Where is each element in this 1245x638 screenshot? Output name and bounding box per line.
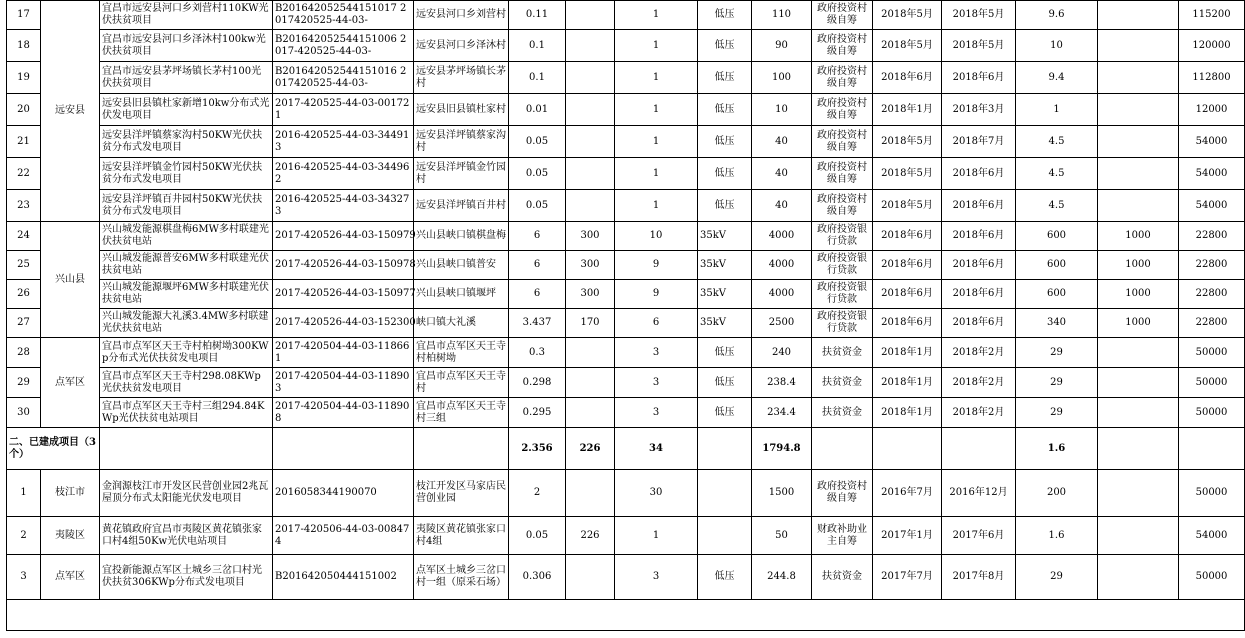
villages: 1 (615, 62, 698, 94)
households (566, 30, 615, 62)
households: 300 (566, 222, 615, 251)
funding: 政府投资银行贷款 (812, 251, 873, 280)
villages: 1 (615, 158, 698, 190)
start-date: 2018年1月 (873, 398, 942, 428)
start-date: 2017年7月 (873, 555, 942, 600)
capacity: 0.05 (509, 126, 566, 158)
project-name: 黄花镇政府宜昌市夷陵区黄花镇张家口村4组50Kw光伏电站项目 (100, 517, 273, 555)
annual: 50000 (1179, 555, 1245, 600)
investment: 1500 (752, 470, 812, 517)
start-date: 2018年5月 (873, 158, 942, 190)
row-number: 18 (7, 30, 41, 62)
villages: 1 (615, 517, 698, 555)
capacity: 0.295 (509, 398, 566, 428)
funding: 扶贫资金 (812, 338, 873, 368)
income: 29 (1016, 555, 1098, 600)
funding: 财政补助业主自筹 (812, 517, 873, 555)
project-code: 2017-420526-44-03-150977 (273, 280, 414, 309)
table-row (7, 470, 1245, 517)
project-code: 2017-420526-44-03-152300 (273, 309, 414, 338)
funding: 政府投资银行贷款 (812, 280, 873, 309)
county-cell: 点军区 (41, 555, 100, 600)
voltage: 低压 (698, 126, 752, 158)
end-date: 2018年2月 (942, 398, 1016, 428)
extra (1098, 126, 1179, 158)
start-date: 2018年6月 (873, 251, 942, 280)
villages: 1 (615, 126, 698, 158)
funding: 政府投资村级自筹 (812, 30, 873, 62)
annual: 22800 (1179, 280, 1245, 309)
project-table (6, 0, 1245, 631)
income: 1.6 (1016, 517, 1098, 555)
extra (1098, 1, 1179, 30)
project-code: 2017-420504-44-03-118661 (273, 338, 414, 368)
section-title: 二、已建成项目（3个） (7, 428, 100, 470)
project-location: 远安县河口乡刘营村 (414, 1, 509, 30)
income: 600 (1016, 280, 1098, 309)
start-date: 2018年6月 (873, 222, 942, 251)
project-code: 2016-420525-44-03-343273 (273, 190, 414, 222)
row-number: 19 (7, 62, 41, 94)
row-number: 27 (7, 309, 41, 338)
annual: 54000 (1179, 190, 1245, 222)
annual: 50000 (1179, 368, 1245, 398)
project-name: 宜昌市远安县河口乡泽沐村100kw光伏扶贫项目 (100, 30, 273, 62)
project-name: 宜昌市点军区天王寺村柏树坳300KWp分布式光伏扶贫发电项目 (100, 338, 273, 368)
row-number: 23 (7, 190, 41, 222)
capacity: 6 (509, 280, 566, 309)
project-name: 兴山城发能源棋盘梅6MW多村联建光伏扶贫电站 (100, 222, 273, 251)
households (566, 398, 615, 428)
capacity: 0.01 (509, 94, 566, 126)
project-code: 2017-420525-44-03-001721 (273, 94, 414, 126)
end-date: 2018年6月 (942, 158, 1016, 190)
table-row (7, 1, 1245, 30)
villages: 1 (615, 190, 698, 222)
capacity: 6 (509, 251, 566, 280)
income: 29 (1016, 338, 1098, 368)
voltage (698, 517, 752, 555)
income: 4.5 (1016, 126, 1098, 158)
row-number: 22 (7, 158, 41, 190)
income: 600 (1016, 222, 1098, 251)
project-name: 宜投新能源点军区土城乡三岔口村光伏扶贫306KWp分布式发电项目 (100, 555, 273, 600)
capacity: 0.3 (509, 338, 566, 368)
project-code: 2017-420504-44-03-118908 (273, 398, 414, 428)
section-income: 1.6 (1016, 428, 1098, 470)
empty-cell (812, 428, 873, 470)
income: 9.6 (1016, 1, 1098, 30)
investment: 90 (752, 30, 812, 62)
income: 1 (1016, 94, 1098, 126)
project-code: 2017-420506-44-03-008474 (273, 517, 414, 555)
project-code: 2017-420526-44-03-150978 (273, 251, 414, 280)
row-number: 28 (7, 338, 41, 368)
funding: 扶贫资金 (812, 368, 873, 398)
project-location: 兴山县峡口镇堰坪 (414, 280, 509, 309)
investment: 40 (752, 126, 812, 158)
start-date: 2018年5月 (873, 30, 942, 62)
funding: 扶贫资金 (812, 398, 873, 428)
end-date: 2018年6月 (942, 280, 1016, 309)
start-date: 2018年1月 (873, 94, 942, 126)
voltage: 35kV (698, 309, 752, 338)
blank-cell (7, 600, 1245, 631)
villages: 6 (615, 309, 698, 338)
section-capacity: 2.356 (509, 428, 566, 470)
capacity: 0.306 (509, 555, 566, 600)
project-name: 金润源枝江市开发区民营创业园2兆瓦屋顶分布式太阳能光伏发电项目 (100, 470, 273, 517)
project-name: 远安县洋坪镇百井园村50KW光伏扶贫分布式发电项目 (100, 190, 273, 222)
county-cell: 枝江市 (41, 470, 100, 517)
project-location: 兴山县峡口镇普安 (414, 251, 509, 280)
capacity: 0.11 (509, 1, 566, 30)
project-location: 峡口镇大礼溪 (414, 309, 509, 338)
project-code: 2017-420526-44-03-150979 (273, 222, 414, 251)
table-row (7, 338, 1245, 368)
investment: 100 (752, 62, 812, 94)
end-date: 2018年5月 (942, 30, 1016, 62)
project-code: B201642052544151006 2017-420525-44-03- (273, 30, 414, 62)
project-location: 远安县洋坪镇金竹园村 (414, 158, 509, 190)
project-name: 兴山城发能源大礼溪3.4MW多村联建光伏扶贫电站 (100, 309, 273, 338)
empty-cell (273, 428, 414, 470)
project-name: 兴山城发能源普安6MW多村联建光伏扶贫电站 (100, 251, 273, 280)
start-date: 2018年5月 (873, 126, 942, 158)
villages: 3 (615, 368, 698, 398)
annual: 50000 (1179, 398, 1245, 428)
funding: 政府投资村级自筹 (812, 470, 873, 517)
funding: 政府投资银行贷款 (812, 309, 873, 338)
table-row (7, 398, 1245, 428)
funding: 政府投资村级自筹 (812, 1, 873, 30)
start-date: 2016年7月 (873, 470, 942, 517)
row-number: 3 (7, 555, 41, 600)
project-location: 宜昌市点军区天王寺村 (414, 368, 509, 398)
funding: 政府投资村级自筹 (812, 94, 873, 126)
start-date: 2018年5月 (873, 190, 942, 222)
row-number: 25 (7, 251, 41, 280)
investment: 110 (752, 1, 812, 30)
project-location: 远安县洋坪镇百井村 (414, 190, 509, 222)
section-villages: 34 (615, 428, 698, 470)
end-date: 2018年6月 (942, 62, 1016, 94)
income: 10 (1016, 30, 1098, 62)
project-code: 2016058344190070 (273, 470, 414, 517)
section-investment: 1794.8 (752, 428, 812, 470)
income: 9.4 (1016, 62, 1098, 94)
capacity: 0.1 (509, 30, 566, 62)
project-name: 远安县旧县镇杜家新增10kw分布式光伏发电项目 (100, 94, 273, 126)
row-number: 1 (7, 470, 41, 517)
blank-row (7, 600, 1245, 631)
households: 300 (566, 280, 615, 309)
funding: 政府投资村级自筹 (812, 62, 873, 94)
investment: 4000 (752, 280, 812, 309)
investment: 10 (752, 94, 812, 126)
investment: 240 (752, 338, 812, 368)
project-name: 宜昌市点军区天王寺村三组294.84KWp光伏扶贫电站项目 (100, 398, 273, 428)
investment: 234.4 (752, 398, 812, 428)
investment: 40 (752, 158, 812, 190)
table-row (7, 368, 1245, 398)
households (566, 126, 615, 158)
capacity: 0.05 (509, 158, 566, 190)
funding: 政府投资村级自筹 (812, 190, 873, 222)
income: 200 (1016, 470, 1098, 517)
county-cell: 兴山县 (41, 222, 100, 338)
project-code: 2016-420525-44-03-344962 (273, 158, 414, 190)
table-row (7, 280, 1245, 309)
empty-cell (1179, 428, 1245, 470)
households (566, 1, 615, 30)
voltage: 35kV (698, 280, 752, 309)
start-date: 2018年6月 (873, 309, 942, 338)
villages: 1 (615, 1, 698, 30)
project-location: 夷陵区黄花镇张家口村4组 (414, 517, 509, 555)
households (566, 158, 615, 190)
voltage: 低压 (698, 1, 752, 30)
capacity: 6 (509, 222, 566, 251)
end-date: 2018年6月 (942, 251, 1016, 280)
project-name: 宜昌市点军区天王寺村298.08KWp光伏扶贫发电项目 (100, 368, 273, 398)
start-date: 2018年6月 (873, 62, 942, 94)
empty-cell (873, 428, 942, 470)
voltage: 低压 (698, 398, 752, 428)
row-number: 17 (7, 1, 41, 30)
extra (1098, 470, 1179, 517)
county-cell: 远安县 (41, 1, 100, 222)
villages: 1 (615, 30, 698, 62)
voltage: 低压 (698, 62, 752, 94)
annual: 54000 (1179, 517, 1245, 555)
funding: 政府投资银行贷款 (812, 222, 873, 251)
households (566, 555, 615, 600)
start-date: 2018年1月 (873, 338, 942, 368)
table-row (7, 517, 1245, 555)
end-date: 2016年12月 (942, 470, 1016, 517)
investment: 2500 (752, 309, 812, 338)
voltage: 低压 (698, 368, 752, 398)
extra (1098, 94, 1179, 126)
annual: 50000 (1179, 338, 1245, 368)
villages: 3 (615, 338, 698, 368)
extra (1098, 517, 1179, 555)
income: 340 (1016, 309, 1098, 338)
table-row (7, 555, 1245, 600)
income: 4.5 (1016, 158, 1098, 190)
income: 29 (1016, 398, 1098, 428)
extra (1098, 62, 1179, 94)
table-row (7, 158, 1245, 190)
capacity: 0.05 (509, 517, 566, 555)
voltage: 低压 (698, 190, 752, 222)
end-date: 2018年5月 (942, 1, 1016, 30)
project-name: 兴山城发能源堰坪6MW多村联建光伏扶贫电站 (100, 280, 273, 309)
end-date: 2018年6月 (942, 222, 1016, 251)
annual: 22800 (1179, 222, 1245, 251)
villages: 9 (615, 251, 698, 280)
annual: 22800 (1179, 309, 1245, 338)
voltage: 低压 (698, 338, 752, 368)
households (566, 94, 615, 126)
row-number: 2 (7, 517, 41, 555)
start-date: 2018年1月 (873, 368, 942, 398)
start-date: 2018年5月 (873, 1, 942, 30)
investment: 238.4 (752, 368, 812, 398)
end-date: 2017年8月 (942, 555, 1016, 600)
end-date: 2018年7月 (942, 126, 1016, 158)
villages: 3 (615, 555, 698, 600)
row-number: 30 (7, 398, 41, 428)
project-name: 宜昌市远安县茅坪场镇长茅村100光伏扶贫项目 (100, 62, 273, 94)
extra (1098, 555, 1179, 600)
income: 4.5 (1016, 190, 1098, 222)
annual: 54000 (1179, 126, 1245, 158)
annual: 22800 (1179, 251, 1245, 280)
project-name: 远安县洋坪镇蔡家沟村50KW光伏扶贫分布式发电项目 (100, 126, 273, 158)
households (566, 190, 615, 222)
households (566, 368, 615, 398)
households: 300 (566, 251, 615, 280)
villages: 10 (615, 222, 698, 251)
households: 226 (566, 517, 615, 555)
section-row (7, 428, 1245, 470)
voltage: 低压 (698, 94, 752, 126)
capacity: 2 (509, 470, 566, 517)
villages: 30 (615, 470, 698, 517)
annual: 115200 (1179, 1, 1245, 30)
end-date: 2018年6月 (942, 309, 1016, 338)
voltage: 35kV (698, 222, 752, 251)
empty-cell (1098, 428, 1179, 470)
income: 600 (1016, 251, 1098, 280)
project-location: 远安县河口乡泽沐村 (414, 30, 509, 62)
investment: 40 (752, 190, 812, 222)
households (566, 62, 615, 94)
project-code: B201642052544151017 2017420525-44-03- (273, 1, 414, 30)
project-location: 远安县茅坪场镇长茅村 (414, 62, 509, 94)
extra: 1000 (1098, 309, 1179, 338)
end-date: 2018年2月 (942, 338, 1016, 368)
voltage: 低压 (698, 158, 752, 190)
project-code: 2016-420525-44-03-344913 (273, 126, 414, 158)
project-code: B201642052544151016 2017420525-44-03- (273, 62, 414, 94)
table-row (7, 222, 1245, 251)
annual: 54000 (1179, 158, 1245, 190)
villages: 9 (615, 280, 698, 309)
table-row (7, 126, 1245, 158)
extra (1098, 338, 1179, 368)
table-row (7, 309, 1245, 338)
county-cell: 点军区 (41, 338, 100, 428)
extra (1098, 398, 1179, 428)
project-name: 宜昌市远安县河口乡刘营村110KW光伏扶贫项目 (100, 1, 273, 30)
project-location: 宜昌市点军区天王寺村柏树坳 (414, 338, 509, 368)
start-date: 2018年6月 (873, 280, 942, 309)
extra (1098, 158, 1179, 190)
project-location: 枝江开发区马家店民营创业园 (414, 470, 509, 517)
households (566, 470, 615, 517)
annual: 112800 (1179, 62, 1245, 94)
extra: 1000 (1098, 222, 1179, 251)
extra: 1000 (1098, 251, 1179, 280)
row-number: 24 (7, 222, 41, 251)
end-date: 2018年3月 (942, 94, 1016, 126)
voltage: 低压 (698, 30, 752, 62)
table-row (7, 62, 1245, 94)
project-location: 宜昌市点军区天王寺村三组 (414, 398, 509, 428)
empty-cell (942, 428, 1016, 470)
extra: 1000 (1098, 280, 1179, 309)
row-number: 29 (7, 368, 41, 398)
row-number: 20 (7, 94, 41, 126)
annual: 50000 (1179, 470, 1245, 517)
investment: 244.8 (752, 555, 812, 600)
annual: 120000 (1179, 30, 1245, 62)
project-location: 远安县洋坪镇蔡家沟村 (414, 126, 509, 158)
voltage: 低压 (698, 555, 752, 600)
end-date: 2018年6月 (942, 190, 1016, 222)
project-location: 点军区土城乡三岔口村一组（原采石场） (414, 555, 509, 600)
start-date: 2017年1月 (873, 517, 942, 555)
project-name: 远安县洋坪镇金竹园村50KW光伏扶贫分布式发电项目 (100, 158, 273, 190)
empty-cell (698, 428, 752, 470)
households (566, 338, 615, 368)
funding: 政府投资村级自筹 (812, 126, 873, 158)
project-code: B201642050444151002 (273, 555, 414, 600)
extra (1098, 190, 1179, 222)
project-code: 2017-420504-44-03-118903 (273, 368, 414, 398)
households: 170 (566, 309, 615, 338)
voltage: 35kV (698, 251, 752, 280)
end-date: 2018年2月 (942, 368, 1016, 398)
end-date: 2017年6月 (942, 517, 1016, 555)
capacity: 0.298 (509, 368, 566, 398)
investment: 4000 (752, 222, 812, 251)
table-row (7, 251, 1245, 280)
extra (1098, 30, 1179, 62)
table-row (7, 30, 1245, 62)
voltage (698, 470, 752, 517)
county-cell: 夷陵区 (41, 517, 100, 555)
capacity: 0.1 (509, 62, 566, 94)
investment: 4000 (752, 251, 812, 280)
funding: 政府投资村级自筹 (812, 158, 873, 190)
investment: 50 (752, 517, 812, 555)
funding: 扶贫资金 (812, 555, 873, 600)
empty-cell (100, 428, 273, 470)
project-location: 远安县旧县镇杜家村 (414, 94, 509, 126)
income: 29 (1016, 368, 1098, 398)
extra (1098, 368, 1179, 398)
table-row (7, 94, 1245, 126)
section-households: 226 (566, 428, 615, 470)
capacity: 0.05 (509, 190, 566, 222)
row-number: 21 (7, 126, 41, 158)
table-row (7, 190, 1245, 222)
villages: 3 (615, 398, 698, 428)
capacity: 3.437 (509, 309, 566, 338)
row-number: 26 (7, 280, 41, 309)
annual: 12000 (1179, 94, 1245, 126)
villages: 1 (615, 94, 698, 126)
empty-cell (414, 428, 509, 470)
project-location: 兴山县峡口镇棋盘梅 (414, 222, 509, 251)
